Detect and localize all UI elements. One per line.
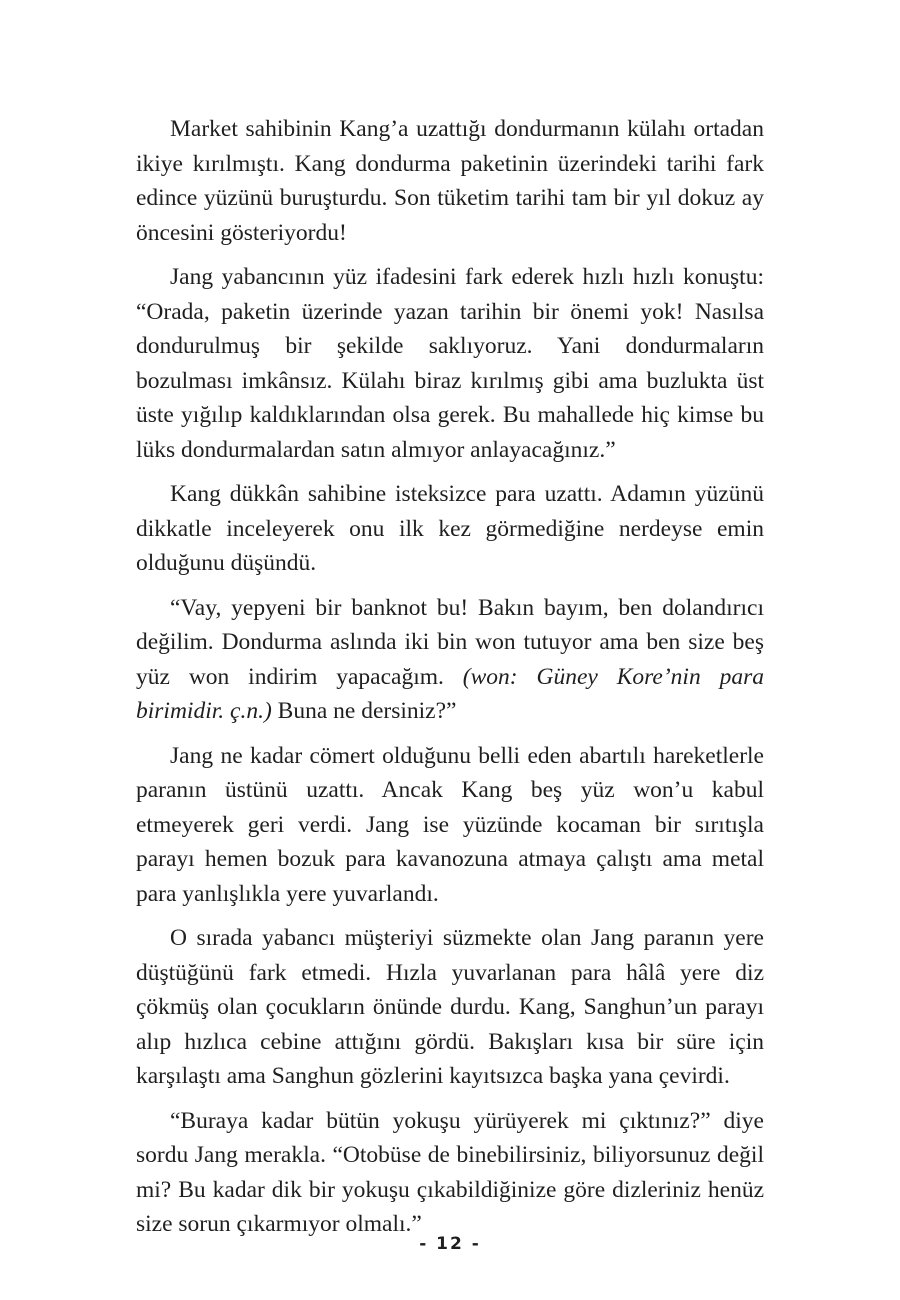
paragraph-7: “Buraya kadar bütün yokuşu yürüyerek mi çıktınız?” diye sordu Jang merakla. “Otobüse de binebilirsiniz, biliyorsunuz değil mi? Bu kadar dik bir yokuşu çıkabildiğinize göre dizleriniz henüz size sorun çıkarmıyor olmalı.” [136,1107,764,1237]
page-body [136,112,764,1252]
paragraph-4-text-after: Buna ne dersiniz?” [271,698,457,724]
page-number: - 12 - [419,1234,481,1254]
paragraph-3: Kang dükkân sahibine isteksizce para uzattı. Adamın yüzünü dikkatle inceleyerek onu ilk kez görmediğine nerdeyse emin olduğunu düşündü. [136,481,764,576]
paragraph-4-translator-note: (won: Güney Kore’nin para birimidir. ç.n.) [136,663,764,724]
paragraph-6: O sırada yabancı müşteriyi süzmekte olan Jang paranın yere düştüğünü fark etmedi. Hızla yuvarlanan para hâlâ yere diz çökmüş olan çocukların önünde durdu. Kang, Sanghun’un parayı alıp hızlıca cebine attığını gördü. Bakışları kısa bir süre için karşılaştı ama Sanghun gözlerini kayıtsızca başka yana çevirdi. [136,925,764,1089]
paragraph-5: Jang ne kadar cömert olduğunu belli eden abartılı hareketlerle paranın üstünü uzattı. Ancak Kang beş yüz won’u kabul etmeyerek geri verdi. Jang ise yüzünde kocaman bir sırıtışla parayı hemen bozuk para kavanozuna atmaya çalıştı ama metal para yanlışlıkla yere yuvarlandı. [136,742,764,907]
paragraph-4 [136,591,764,729]
paragraph-2: Jang yabancının yüz ifadesini fark ederek hızlı hızlı konuştu: “Orada, paketin üzerinde yazan tarihin bir önemi yok! Nasılsa dondurulmuş bir şekilde saklıyoruz. Yani dondurmaların bozulması imkânsız. Külahı biraz kırılmış gibi ama buzlukta üst üste yığılıp kaldıklarından olsa gerek. Bu mahallede hiç kimse bu lüks dondurmalardan satın almıyor anlayacağınız.” [136,264,764,463]
paragraph-4-text-before: “Vay, yepyeni bir banknot bu! Bakın bayım, ben dolandırıcı değilim. Dondurma aslında iki bin won tutuyor ama ben size beş yüz won indirim yapacağım. [136,594,764,690]
paragraph-1: Market sahibinin Kang’a uzattığı dondurmanın külahı ortadan ikiye kırılmıştı. Kang dondurma paketinin üzerindeki tarihi fark edince yüzünü buruşturdu. Son tüketim tarihi tam bir yıl dokuz ay öncesini gösteriyordu! [136,116,764,246]
